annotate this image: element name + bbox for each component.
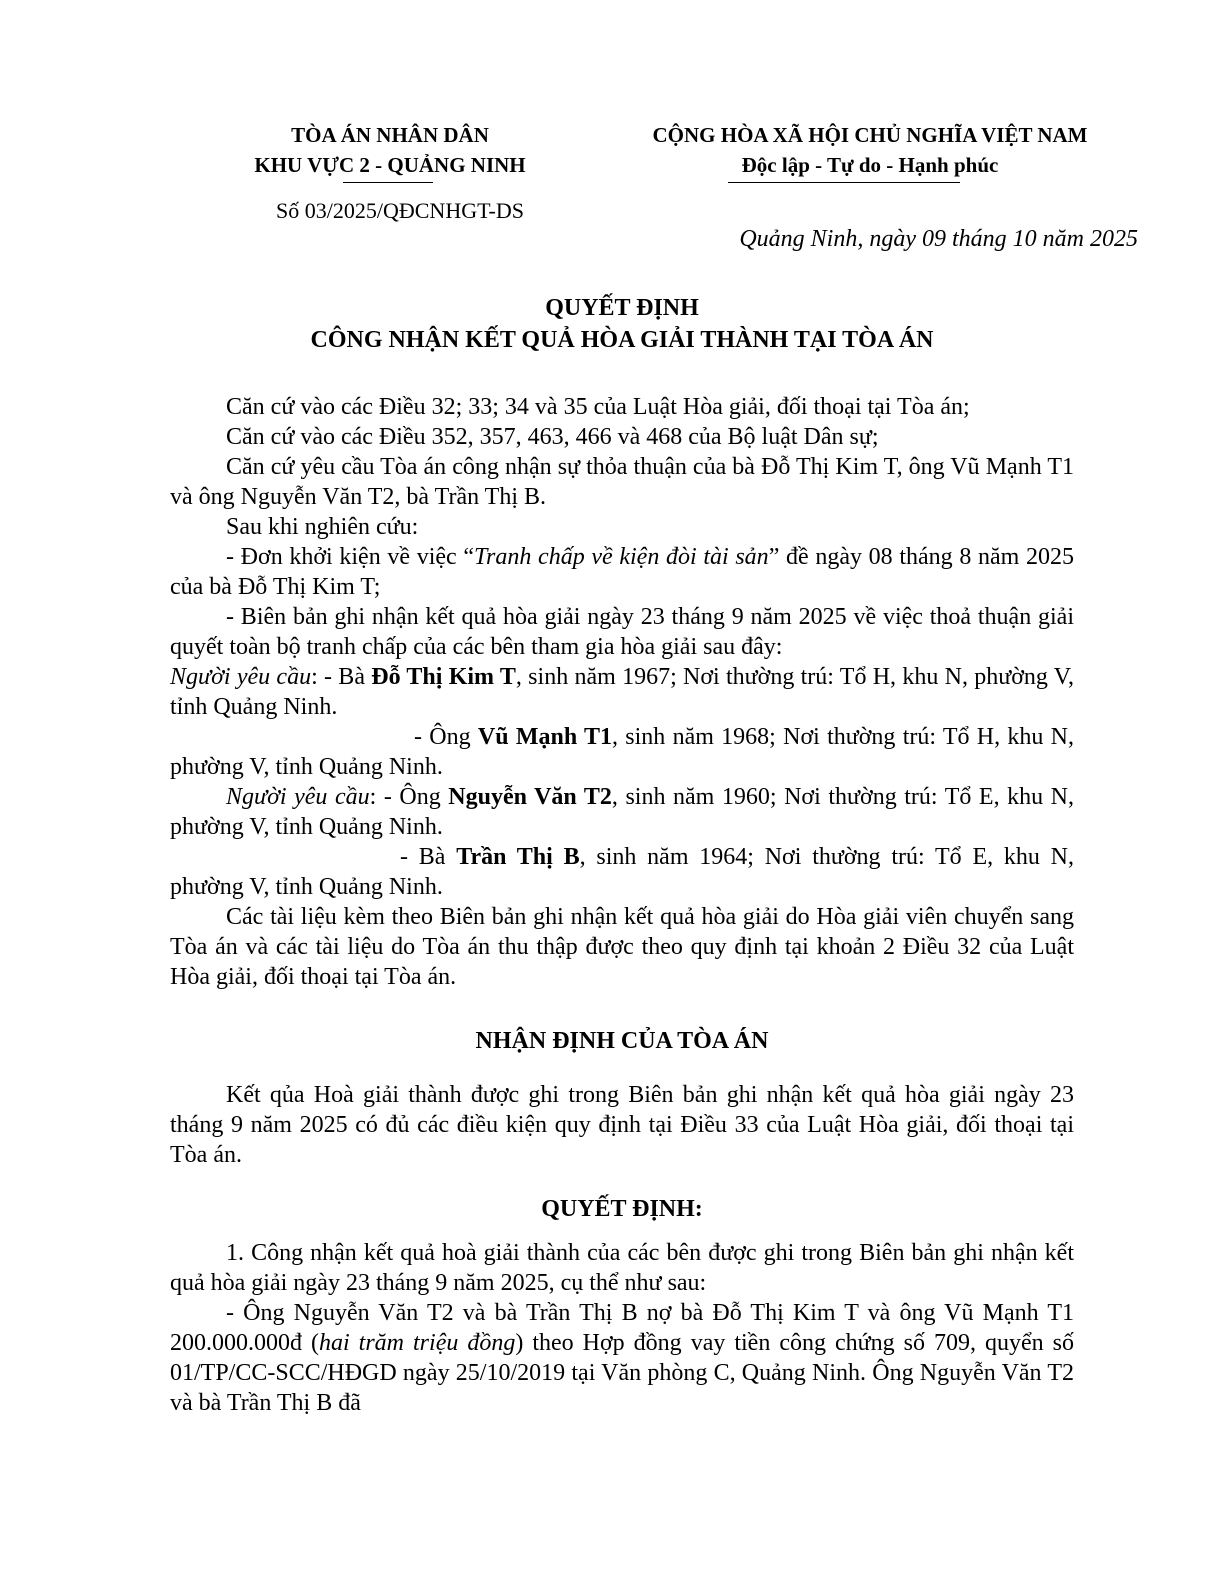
- party-3: [170, 782, 1074, 842]
- basis-5-post: ” đề ngày 08 tháng 8 năm 2025 của bà Đỗ Thị Kim T;: [170, 544, 1074, 600]
- party-2-details: , sinh năm 1968; Nơi thường trú: Tổ H, khu N, phường V, tỉnh Quảng Ninh.: [170, 724, 1075, 780]
- decision-heading: QUYẾT ĐỊNH:: [541, 1196, 703, 1222]
- party-4: [170, 842, 1074, 902]
- party-label-2: Người yêu cầu: [226, 784, 370, 810]
- court-header: [230, 120, 550, 180]
- court-region: KHU VỰC 2 - QUẢNG NINH: [254, 153, 526, 177]
- assessment-heading: NHẬN ĐỊNH CỦA TÒA ÁN: [475, 1028, 769, 1054]
- assessment-section: [170, 1080, 1074, 1170]
- party-3-details: , sinh năm 1960; Nơi thường trú: Tổ E, khu N, phường V, tỉnh Quảng Ninh.: [170, 784, 1075, 840]
- basis-2: Căn cứ vào các Điều 352, 357, 463, 466 và 468 của Bộ luật Dân sự;: [226, 424, 879, 450]
- basis-5: [170, 542, 1074, 602]
- basis-4: Sau khi nghiên cứu:: [226, 514, 419, 540]
- basis-5-pre: - Đơn khởi kiện về việc “: [226, 544, 475, 570]
- party-2: [170, 722, 1074, 782]
- title-line-1: QUYẾT ĐỊNH: [545, 295, 699, 321]
- court-name: TÒA ÁN NHÂN DÂN: [291, 123, 489, 147]
- party-2-name: Vũ Mạnh T1: [477, 724, 613, 750]
- motto-underline: [728, 182, 960, 183]
- party-1: [170, 662, 1074, 722]
- decision-2-post: ) theo Hợp đồng vay tiền công chứng số 709, quyển số 01/TP/CC-SCC/HĐGD ngày 25/10/2019 tại Văn phòng C, Quảng Ninh. Ông Nguyễn Văn T2 và bà Trần Thị B đã: [170, 1330, 1074, 1416]
- party-3-name: Nguyễn Văn T2: [448, 784, 612, 810]
- party-1-name: Đỗ Thị Kim T: [371, 664, 516, 690]
- party-4-prefix: - Bà: [400, 844, 457, 870]
- decision-section: [170, 1238, 1074, 1418]
- basis-3: Căn cứ yêu cầu Tòa án công nhận sự thỏa thuận của bà Đỗ Thị Kim T, ông Vũ Mạnh T1 và ông Nguyễn Văn T2, bà Trần Thị B.: [170, 454, 1074, 510]
- nation-motto: Độc lập - Tự do - Hạnh phúc: [741, 153, 999, 177]
- party-4-details: , sinh năm 1964; Nơi thường trú: Tổ E, khu N, phường V, tỉnh Quảng Ninh.: [170, 844, 1075, 900]
- decision-item-1: 1. Công nhận kết quả hoà giải thành của các bên được ghi trong Biên bản ghi nhận kết quả hòa giải ngày 23 tháng 9 năm 2025, cụ thể như sau:: [170, 1240, 1074, 1296]
- party-label: Người yêu cầu: [170, 664, 312, 690]
- attachments-note: Các tài liệu kèm theo Biên bản ghi nhận kết quả hòa giải do Hòa giải viên chuyển sang Tòa án và các tài liệu do Tòa án thu thập được theo quy định tại khoản 2 Điều 32 của Luật Hòa giải, đối thoại tại Tòa án.: [170, 904, 1074, 990]
- amount-in-words: hai trăm triệu đồng: [319, 1330, 516, 1356]
- party-3-prefix: : - Ông: [369, 784, 449, 810]
- national-header: [620, 120, 1120, 180]
- basis-6: - Biên bản ghi nhận kết quả hòa giải ngày 23 tháng 9 năm 2025 về việc thoả thuận giải quyết toàn bộ tranh chấp của các bên tham gia hòa giải sau đây:: [170, 604, 1074, 660]
- place-date: Quảng Ninh, ngày 09 tháng 10 năm 2025: [739, 226, 1138, 252]
- assessment-text: Kết qủa Hoà giải thành được ghi trong Biên bản ghi nhận kết quả hòa giải ngày 23 tháng 9 năm 2025 có đủ các điều kiện quy định tại Điều 33 của Luật Hòa giải, đối thoại tại Tòa án.: [170, 1082, 1074, 1168]
- party-4-name: Trần Thị B: [456, 844, 580, 870]
- party-1-prefix: : - Bà: [311, 664, 372, 690]
- decision-2-pre: - Ông Nguyễn Văn T2 và bà Trần Thị B nợ bà Đỗ Thị Kim T và ông Vũ Mạnh T1 200.000.000đ (: [170, 1300, 1074, 1356]
- decision-item-2: [170, 1298, 1074, 1418]
- court-header-underline: [343, 182, 433, 183]
- party-1-details: , sinh năm 1967; Nơi thường trú: Tổ H, khu N, phường V, tỉnh Quảng Ninh.: [170, 664, 1075, 720]
- case-subject: Tranh chấp về kiện đòi tài sản: [474, 544, 769, 570]
- document-title: [170, 292, 1074, 356]
- title-line-2: CÔNG NHẬN KẾT QUẢ HÒA GIẢI THÀNH TẠI TÒA ÁN: [310, 327, 934, 353]
- document-number: Số 03/2025/QĐCNHGT-DS: [276, 198, 524, 223]
- basis-1: Căn cứ vào các Điều 32; 33; 34 và 35 của Luật Hòa giải, đối thoại tại Tòa án;: [226, 394, 970, 420]
- basis-section: [170, 392, 1074, 992]
- nation-name: CỘNG HÒA XÃ HỘI CHỦ NGHĨA VIỆT NAM: [652, 123, 1088, 147]
- party-2-prefix: - Ông: [414, 724, 478, 750]
